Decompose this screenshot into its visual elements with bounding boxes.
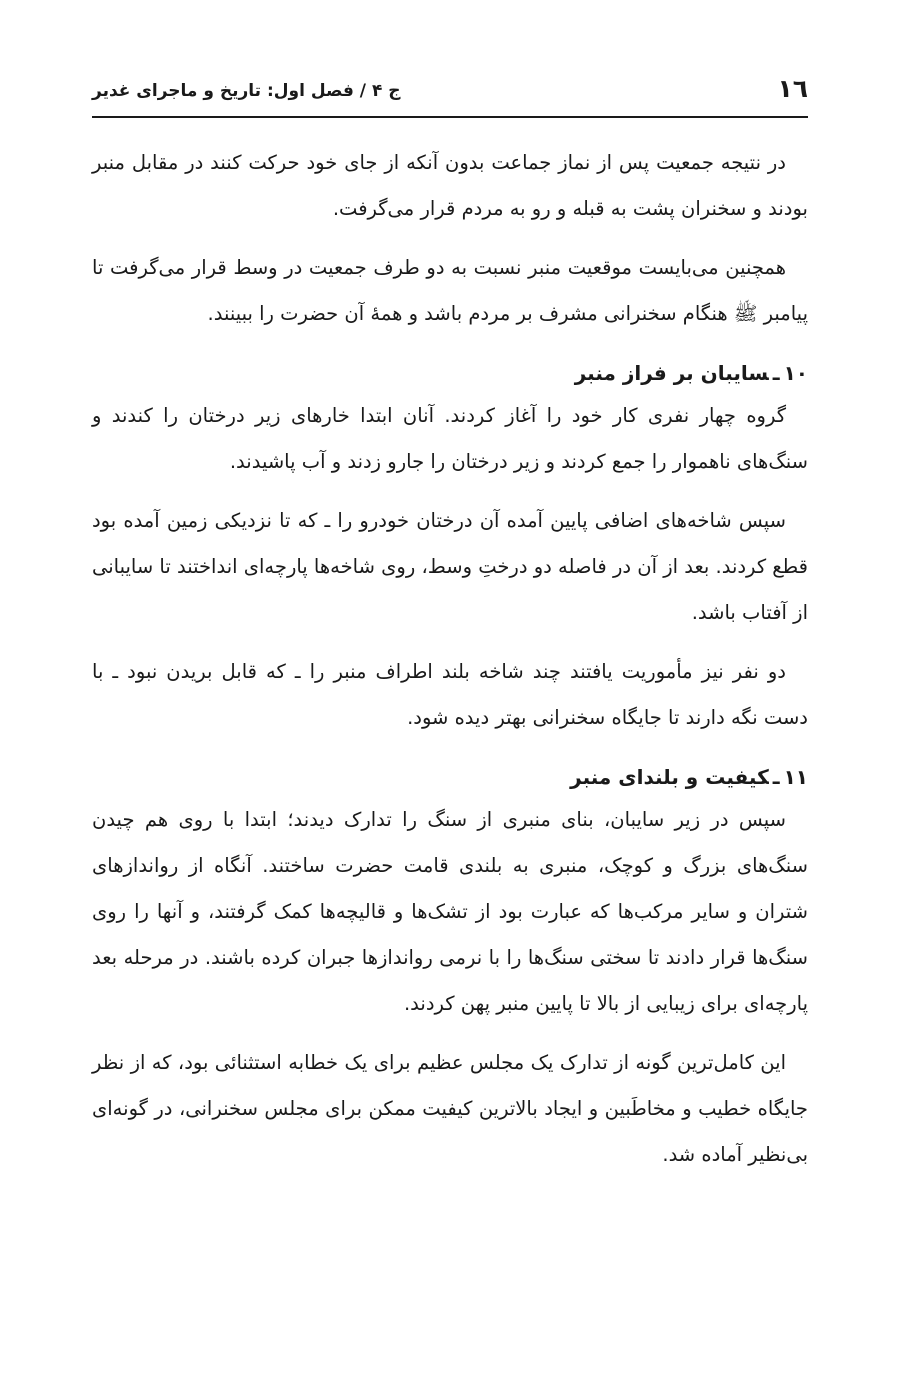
section-dash: ـ — [772, 765, 780, 789]
paragraph: در نتیجه جمعیت پس از نماز جماعت بدون آنکه از جای خود حرکت کنند در مقابل منبر بودند و سخنران پشت به قبله و رو به مردم قرار می‌گرفت. — [92, 151, 808, 220]
running-header — [92, 70, 808, 118]
section-number: ۱۰ — [783, 361, 808, 385]
paragraph: سپس در زیر سایبان، بنای منبری از سنگ را تدارک دیدند؛ ابتدا با روی هم چیدن سنگ‌های بزرگ و کوچک، منبری به بلندی قامت حضرت ساختند. آنگاه از روانداز‌های شتران و سایر مرکب‌ها که عبارت بود از تشک‌ها و قالیچه‌ها کمک گرفتند، و آنها را روی سنگ‌ها قرار دادند تا سختی سنگ‌ها را با نرمی روانداز‌ها جبران کرده باشند. در مرحله بعد پارچه‌ای برای زیبایی از بالا تا پایین منبر پهن کردند. — [92, 808, 808, 1015]
paragraph: همچنین می‌بایست موقعیت منبر نسبت به دو طرف جمعیت در وسط قرار می‌گرفت تا پیامبر ﷺ هنگام سخنرانی مشرف بر مردم باشد و همهٔ آن حضرت را ببینند. — [92, 256, 808, 325]
section-heading-11 — [92, 754, 808, 797]
book-page — [92, 70, 808, 1370]
paragraph: سپس شاخه‌های اضافی پایین آمده آن درختان خودرو را ـ که تا نزدیکی زمین آمده بود قطع کردند. بعد از آن در فاصله دو درختِ وسط، روی شاخه‌ها پارچه‌ای انداختند تا سایبانی از آفتاب باشد. — [92, 509, 808, 624]
paragraph: این کامل‌ترین گونه از تدارک یک مجلس عظیم برای یک خطابه استثنائی بود، که از نظر جایگاه خطیب و مخاطَبین و ایجاد بالاترین کیفیت ممکن برای مجلس سخنرانی، در گونه‌ای بی‌نظیر آماده شد. — [92, 1051, 808, 1166]
section-title: سایبان بر فراز منبر — [574, 361, 769, 385]
section-title: کیفیت و بلندای منبر — [570, 765, 769, 789]
page-body — [92, 140, 808, 1178]
page-number: ١٦ — [777, 74, 808, 103]
section-dash: ـ — [772, 361, 780, 385]
section-heading-10 — [92, 350, 808, 393]
paragraph: دو نفر نیز مأموریت یافتند چند شاخه بلند اطراف منبر را ـ که قابل بریدن نبود ـ با دست نگه دارند تا جایگاه سخنرانی بهتر دیده شود. — [92, 660, 808, 729]
paragraph: گروه چهار نفری کار خود را آغاز کردند. آنان ابتدا خارهای زیر درختان را کندند و سنگ‌های ناهموار را جمع کردند و زیر درختان را جارو زدند و آب پاشیدند. — [92, 404, 808, 473]
section-number: ۱۱ — [783, 765, 808, 789]
running-title: ج ۴ / فصل اول: تاریخ و ماجرای غدیر — [92, 81, 401, 101]
